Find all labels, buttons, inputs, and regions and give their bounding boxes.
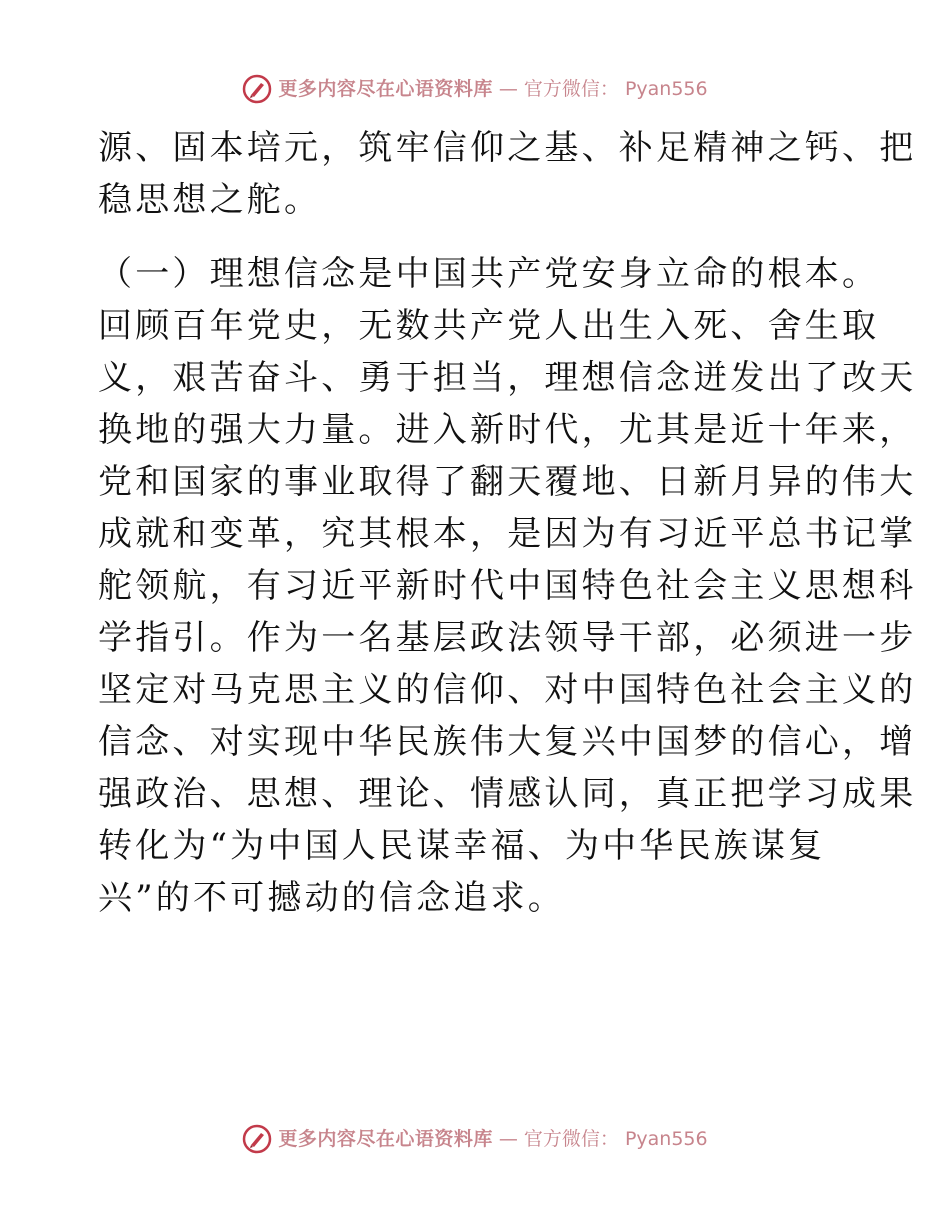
text-line: 回顾百年党史，无数共产党人出生入死、舍生取 — [98, 306, 880, 346]
document-body — [98, 122, 917, 924]
text-line: 党和国家的事业取得了翻天覆地、日新月异的伟大 — [98, 462, 917, 502]
watermark-wechat-id: Pyan556 — [624, 1127, 708, 1150]
text-line: 成就和变革，究其根本，是因为有习近平总书记掌 — [98, 514, 917, 554]
text-line: 稳思想之舵。 — [98, 180, 322, 220]
watermark-separator: — — [498, 77, 518, 100]
text-line: 强政治、思想、理论、情感认同，真正把学习成果 — [98, 774, 917, 814]
text-line: 兴”的不可撼动的信念追求。 — [98, 878, 565, 918]
text-line: 义，艰苦奋斗、勇于担当，理想信念迸发出了改天 — [98, 358, 917, 398]
watermark-wechat-label: 官方微信： — [523, 77, 619, 100]
watermark-wechat-id: Pyan556 — [624, 77, 708, 100]
text-line: 转化为“为中国人民谋幸福、为中华民族谋复 — [98, 826, 826, 866]
text-line: 坚定对马克思主义的信仰、对中国特色社会主义的 — [98, 670, 917, 710]
footer-watermark — [0, 1124, 950, 1154]
text-line: 舵领航，有习近平新时代中国特色社会主义思想科 — [98, 566, 917, 606]
text-line: 信念、对实现中华民族伟大复兴中国梦的信心，增 — [98, 722, 917, 762]
watermark-separator: — — [498, 1127, 518, 1150]
header-watermark — [0, 74, 950, 104]
pen-circle-icon — [242, 74, 272, 104]
watermark-text: 更多内容尽在心语资料库 — [278, 77, 493, 100]
text-line: 换地的强大力量。进入新时代，尤其是近十年来， — [98, 410, 917, 450]
text-line: 学指引。作为一名基层政法领导干部，必须进一步 — [98, 618, 917, 658]
watermark-wechat-label: 官方微信： — [523, 1127, 619, 1150]
text-line: 源、固本培元，筑牢信仰之基、补足精神之钙、把 — [98, 128, 917, 168]
section-heading-line: （一）理想信念是中国共产党安身立命的根本。 — [98, 254, 880, 294]
watermark-text: 更多内容尽在心语资料库 — [278, 1127, 493, 1150]
pen-circle-icon — [242, 1124, 272, 1154]
